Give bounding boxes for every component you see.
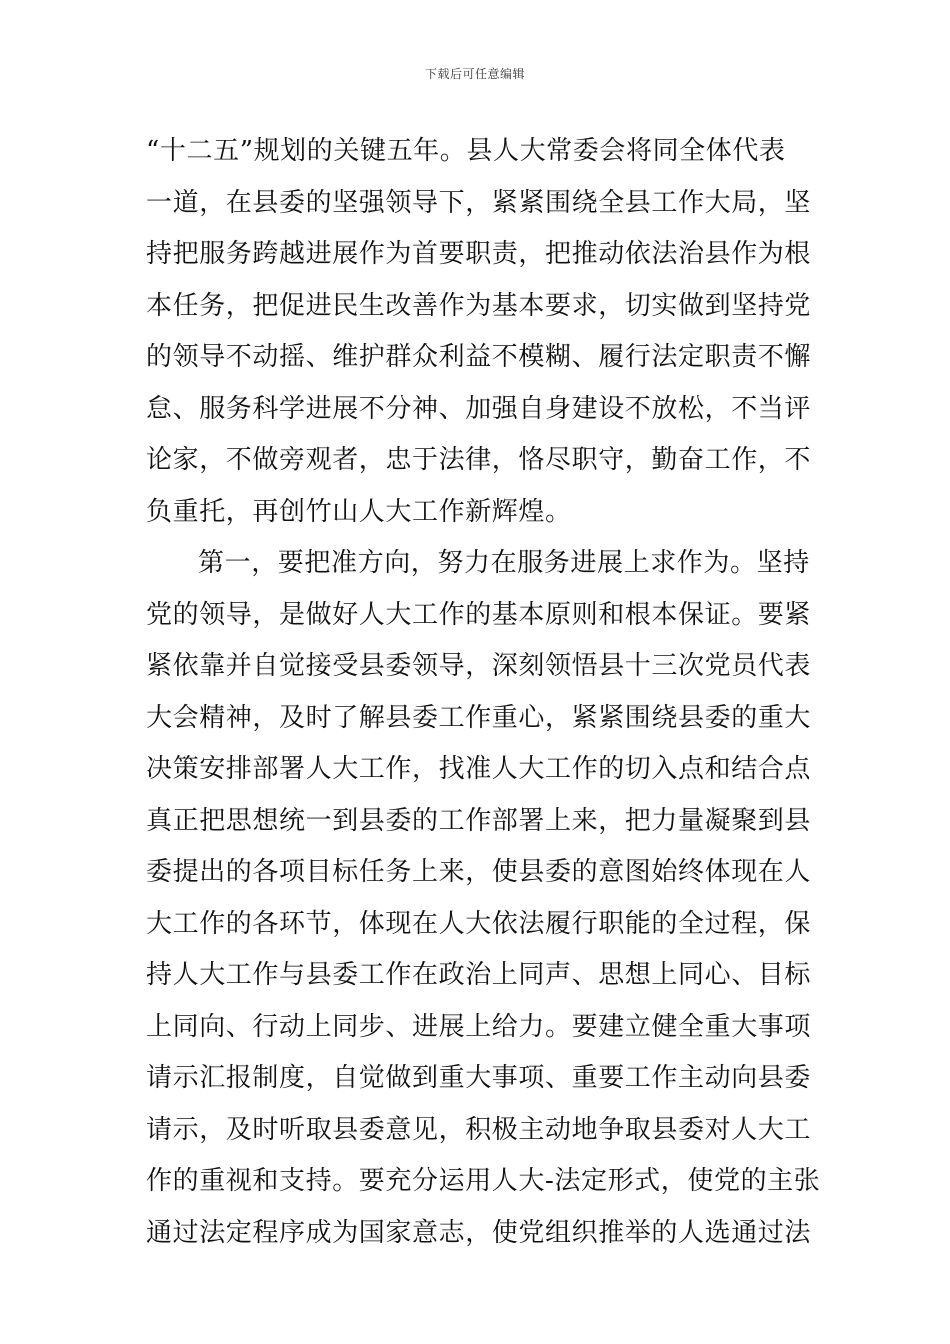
text-line: 紧依靠并自觉接受县委领导，深刻领悟县十三次党员代表: [146, 651, 812, 681]
paragraph-1: [146, 126, 816, 538]
text-line: “十二五”规划的关键五年。县人大常委会将同全体代表: [146, 136, 786, 166]
text-line: 论家，不做旁观者，忠于法律，恪尽职守，勤奋工作，不: [146, 445, 812, 475]
text-line: 本任务，把促进民生改善作为基本要求，切实做到坚持党: [146, 290, 812, 321]
text-line: 请示，及时听取县委意见，积极主动地争取县委对人大工: [146, 1114, 812, 1145]
text-line: 通过法定程序成为国家意志，使党组织推举的人选通过法: [146, 1217, 812, 1248]
text-line: 的领导不动摇、维护群众利益不模糊、履行法定职责不懈: [146, 342, 812, 372]
text-line: 一道，在县委的坚强领导下，紧紧围绕全县工作大局，坚: [146, 187, 812, 218]
text-line: 真正把思想统一到县委的工作部署上来，把力量凝聚到县: [146, 805, 812, 836]
text-line: 大会精神，及时了解县委工作重心，紧紧围绕县委的重大: [146, 702, 812, 733]
text-line: 党的领导，是做好人大工作的基本原则和根本保证。要紧: [146, 599, 812, 630]
paragraph-2: [146, 538, 821, 1259]
text-line: 请示汇报制度，自觉做到重大事项、重要工作主动向县委: [146, 1063, 812, 1093]
document-body: [146, 126, 821, 1259]
text-line: 委提出的各项目标任务上来，使县委的意图始终体现在人: [146, 857, 812, 887]
text-line: 怠、服务科学进展不分神、加强自身建设不放松，不当评: [146, 393, 812, 424]
text-line: 负重托，再创竹山人大工作新辉煌。: [146, 496, 572, 527]
text-line: 持人大工作与县委工作在政治上同声、思想上同心、目标: [146, 960, 812, 990]
text-line: 第一，要把准方向，努力在服务进展上求作为。坚持: [198, 548, 810, 578]
text-line: 决策安排部署人大工作，找准人大工作的切入点和结合点: [146, 754, 812, 784]
text-line: 上同向、行动上同步、进展上给力。要建立健全重大事项: [146, 1011, 812, 1042]
text-line: 大工作的各环节，体现在人大依法履行职能的全过程，保: [146, 908, 812, 939]
page-header-note: 下载后可任意编辑: [424, 67, 525, 81]
text-line: 持把服务跨越进展作为首要职责，把推动依法治县作为根: [146, 239, 812, 269]
text-line: 作的重视和支持。要充分运用人大-法定形式，使党的主张: [146, 1166, 821, 1196]
